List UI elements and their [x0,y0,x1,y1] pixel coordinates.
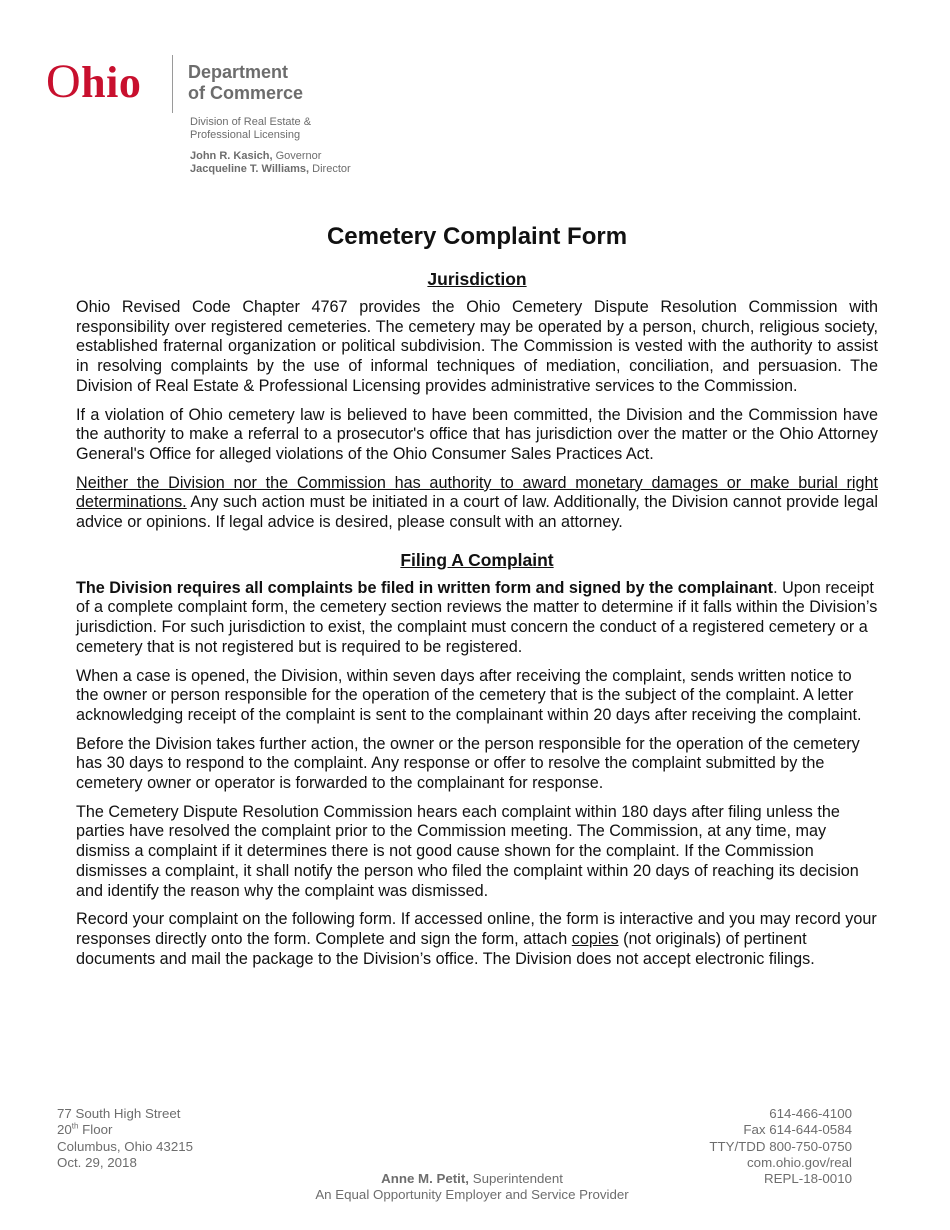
logo-divider [172,55,173,113]
filing-paragraph-1-rest: Upon receipt of a complete complaint form, the cemetery section reviews the matter to determine if it falls within the Division’s jurisdiction. For such jurisdiction to exist, the complaint must concern the conduct of a registered cemetery or a cemetery that is not registered but is required to be registered. [76,578,878,656]
ohio-logo [46,55,142,108]
floor-number: 20 [57,1122,72,1138]
filing-paragraph-5-end: (not originals) of pertinent documents and mail the package to the Division’s office. The Division does not accept electronic filings. [76,929,815,968]
filing-paragraph-5 [76,910,878,969]
filing-paragraph-1-period: . [773,578,778,597]
copies-emphasis: copies [571,929,619,948]
written-form-requirement: The Division requires all complaints be filed in written form and signed by the complainant [76,578,774,597]
superintendent-title: Superintendent [469,1171,563,1186]
ohio-logo-text: hio [81,58,142,107]
no-damages-notice: Neither the Division nor the Commission has authority to award monetary damages or make burial right determinations. [76,473,878,512]
department-line-2: of Commerce [188,83,304,103]
filing-paragraph-4: The Cemetery Dispute Resolution Commission hears each complaint within 180 days after filing unless the parties have resolved the complaint prior to the Commission meeting. The Commission, at any time, may dismiss a complaint if it determines there is not good cause shown for the complaint. If the Commission dismisses a complaint, it shall notify the person who filed the complaint within 20 days of reaching its decision and identify the reason why the complaint was dismissed. [76,802,859,900]
filing-paragraph-3: Before the Division takes further action, the owner or the person responsible for the operation of the cemetery has 30 days to respond to the complaint. Any response or offer to resolve the complaint submitted by the cemetery owner or operator is forwarded to the complainant for response. [76,734,860,793]
department-line-1: Department [188,62,289,82]
jurisdiction-paragraph-3-rest: Any such action must be initiated in a court of law. Additionally, the Division cannot provide legal advice or opinions. If legal advice is desired, please consult with an attorney. [76,493,878,532]
ohio-logo-o: O [46,55,82,108]
officials-list [190,150,450,176]
phone-number: 614-466-4100 [769,1106,852,1121]
footer-address [57,1106,193,1171]
floor-word: Floor [78,1122,113,1138]
jurisdiction-paragraph-3 [76,474,878,533]
division-name [190,116,430,142]
document-body [76,222,878,978]
filing-paragraph-5-start: Record your complaint on the following form. If accessed online, the form is interactive and you may record your responses directly onto the form. Complete and sign the form, attach [76,910,877,948]
city-state-zip: Columbus, Ohio 43215 [57,1138,194,1154]
page-title: Cemetery Complaint Form [326,223,628,250]
document-date: Oct. 29, 2018 [57,1154,137,1170]
superintendent-name: Anne M. Petit, [381,1171,470,1186]
footer-center [0,1171,944,1204]
director-name: Jacqueline T. Williams, [190,163,310,175]
jurisdiction-paragraph-2: If a violation of Ohio cemetery law is believed to have been committed, the Division and the Commission have the authority to make a referral to a prosecutor's office that has jurisdiction over the matter or the Ohio Attorney General's Office for alleged violations of the Ohio Consumer Sales Practices Act. [76,405,878,463]
governor-name: John R. Kasich, [190,150,273,162]
governor-line [190,150,450,163]
street-address: 77 South High Street [57,1106,181,1121]
floor-line [57,1122,193,1138]
tty-number: TTY/TDD 800-750-0750 [709,1138,852,1154]
filing-paragraph-2: When a case is opened, the Division, within seven days after receiving the complaint, sends written notice to the owner or person responsible for the operation of the cemetery that is the subject of the complaint. A letter acknowledging receipt of the complaint is sent to the complainant within 20 days after receiving the complaint. [76,666,862,724]
jurisdiction-paragraph-1: Ohio Revised Code Chapter 4767 provides the Ohio Cemetery Dispute Resolution Commission with responsibility over registered cemeteries. The cemetery may be operated by a person, church, religious society, established fraternal organization or political subdivision. The Commission is vested with the authority to assist in resolving complaints by the use of informal techniques of mediation, conciliation, and persuasion. The Division of Real Estate & Professional Licensing provides administrative services to the Commission. [76,298,878,395]
governor-title: Governor [272,150,322,162]
director-title: Director [309,163,351,175]
form-number: REPL-18-0010 [764,1171,852,1187]
website: com.ohio.gov/real [747,1154,852,1170]
filing-paragraph-1 [76,579,878,658]
department-name [188,62,428,104]
director-line [190,163,450,176]
fax-number: Fax 614-644-0584 [743,1122,852,1138]
superintendent-line [0,1171,944,1187]
filing-heading: Filing A Complaint [400,549,554,570]
division-line-2: Professional Licensing [190,129,301,141]
equal-opportunity-statement: An Equal Opportunity Employer and Service Provider [315,1187,629,1203]
division-line-1: Division of Real Estate & [190,116,312,128]
jurisdiction-heading: Jurisdiction [427,269,527,289]
floor-suffix: th [71,1121,79,1131]
